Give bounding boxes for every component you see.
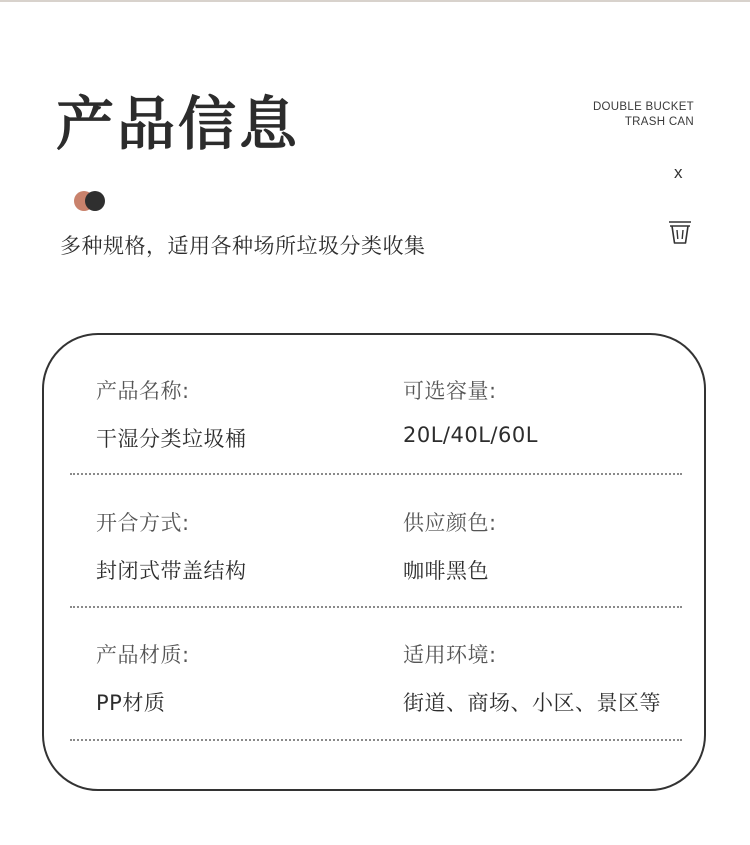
- spec-label: 供应颜色:: [403, 511, 497, 535]
- spec-value: 干湿分类垃圾桶: [96, 427, 247, 451]
- spec-value: 封闭式带盖结构: [96, 559, 247, 583]
- spec-label: 适用环境:: [403, 643, 497, 667]
- english-tag: [593, 100, 694, 130]
- spec-label: 开合方式:: [96, 511, 190, 535]
- page-title: 产品信息: [56, 90, 301, 158]
- product-info-card: [42, 333, 706, 791]
- spec-label: 产品名称:: [96, 379, 190, 403]
- spec-label: 可选容量:: [403, 379, 497, 403]
- dotted-divider: [70, 739, 682, 741]
- spec-value: 20L/40L/60L: [403, 423, 538, 447]
- spec-value: 街道、商场、小区、景区等: [403, 691, 661, 715]
- spec-row-3: [44, 599, 704, 731]
- trash-bin-icon: [667, 218, 693, 246]
- english-tag-line2: TRASH CAN: [624, 116, 694, 128]
- spec-value: PP材质: [96, 691, 166, 715]
- spec-label: 产品材质:: [96, 643, 190, 667]
- spec-row-2: [44, 467, 704, 599]
- spec-row-1: [44, 335, 704, 467]
- english-tag-line1: DOUBLE BUCKET: [592, 101, 694, 113]
- dark-dot-icon: [85, 191, 105, 211]
- spec-value: 咖啡黑色: [403, 559, 489, 583]
- subtitle: 多种规格，适用各种场所垃圾分类收集: [60, 234, 426, 258]
- x-mark: x: [674, 163, 683, 182]
- two-dots-icon: [74, 191, 108, 211]
- top-border-line: [0, 0, 750, 2]
